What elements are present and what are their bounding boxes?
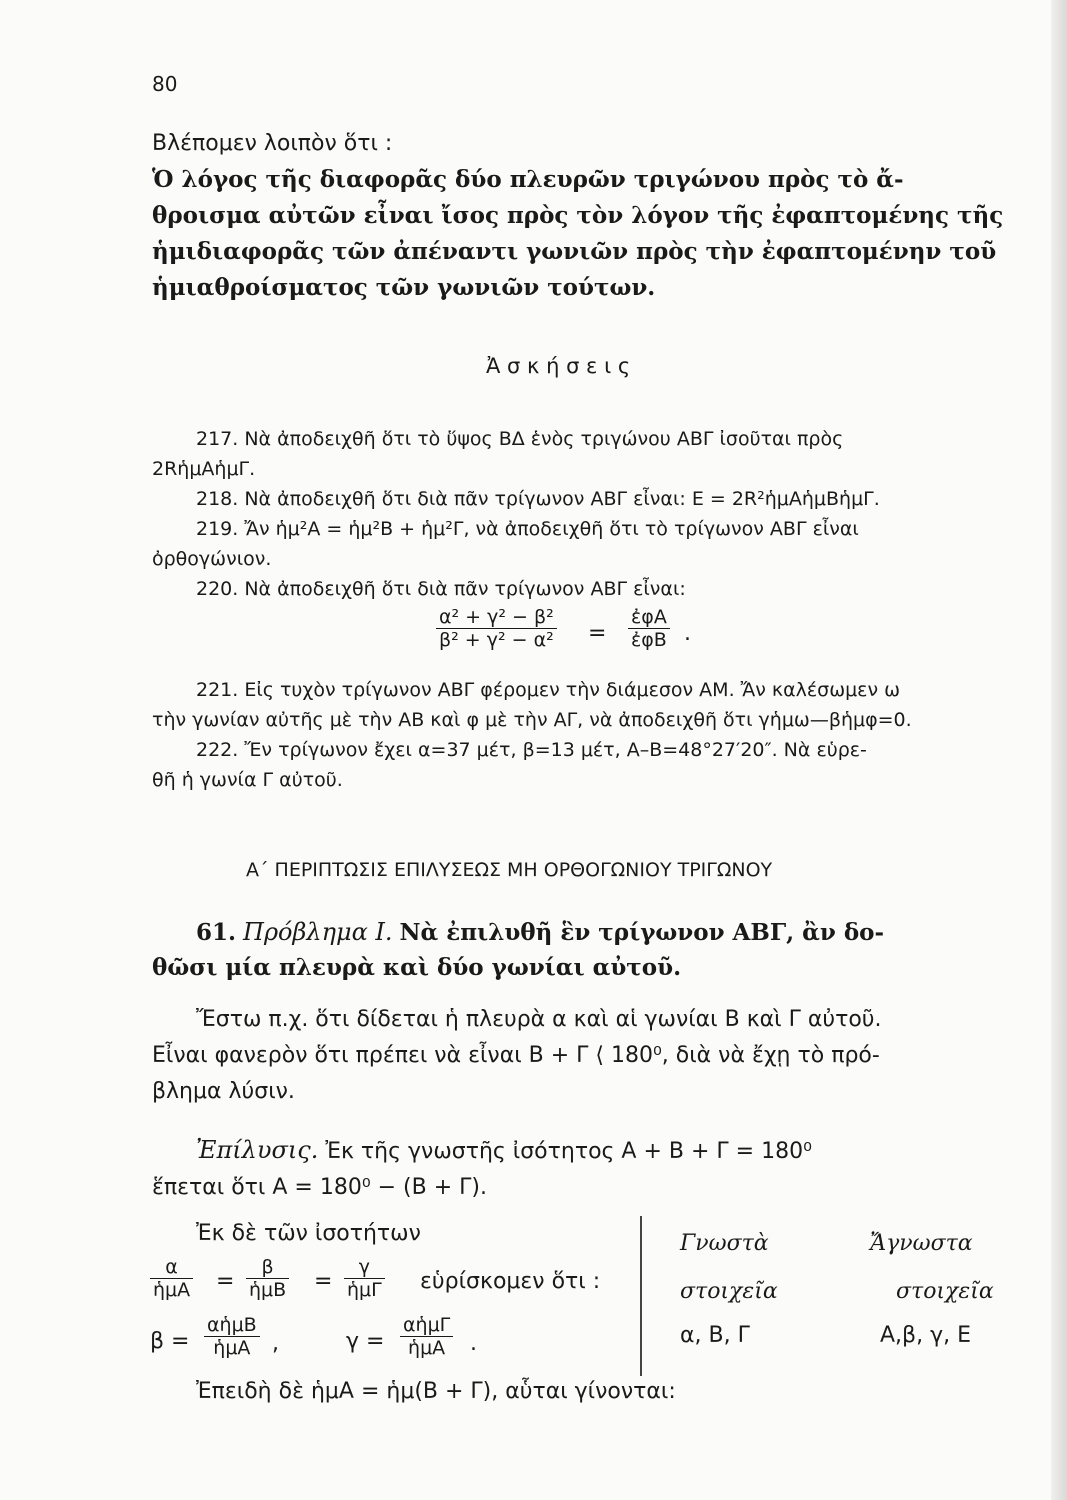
exercise-222-cont: θῆ ἡ γωνία Γ αὐτοῦ. — [152, 769, 343, 791]
exercise-220-lhs-fraction — [436, 606, 557, 651]
equals-sign: = — [588, 621, 607, 646]
since-line: Ἐπειδὴ δὲ ἡμΑ = ἡμ(Β + Γ), αὗται γίνονται: — [196, 1379, 676, 1404]
comma: , — [272, 1331, 279, 1356]
unknown-values: Α,β, γ, Ε — [880, 1323, 971, 1348]
fraction-denominator: ἡμΑ — [204, 1336, 260, 1359]
fraction-denominator: ἡμΒ — [246, 1278, 289, 1301]
fraction-c-over-sinC — [344, 1256, 385, 1301]
section-title: Α΄ ΠΕΡΙΠΤΩΣΙΣ ΕΠΙΛΥΣΕΩΣ ΜΗ ΟΡΘΟΓΩΝΙΟΥ ΤΡΙΓΩΝΟΥ — [246, 859, 773, 881]
problem-text-cont: θῶσι μία πλευρὰ καὶ δύο γωνίαι αὐτοῦ. — [152, 954, 682, 981]
equals-sign: = — [314, 1269, 333, 1294]
fraction-denominator: ἡμΑ — [400, 1336, 453, 1359]
fraction-denominator: ἐφΒ — [628, 628, 670, 651]
exercise-219-cont: ὀρθογώνιον. — [152, 548, 272, 570]
fraction-beta — [204, 1314, 260, 1359]
gamma-lhs: γ = — [346, 1329, 385, 1354]
body-paragraph: βλημα λύσιν. — [152, 1079, 295, 1104]
problem-label: Πρόβλημα Ι. — [243, 918, 393, 946]
exercise-217: 217. Νὰ ἀποδειχθῆ ὅτι τὸ ὕψος ΒΔ ἑνὸς τριγώνου ΑΒΓ ἰσοῦται πρὸς — [196, 428, 844, 450]
fraction-numerator: α² + γ² − β² — [439, 606, 554, 628]
from-equalities: Ἐκ δὲ τῶν ἰσοτήτων — [196, 1221, 421, 1246]
page-edge-shadow — [1051, 0, 1067, 1500]
equals-sign: = — [216, 1269, 235, 1294]
page-number: 80 — [152, 72, 178, 96]
fraction-b-over-sinB — [246, 1256, 289, 1301]
problem-text: Νὰ ἐπιλυθῆ ἓν τρίγωνον ΑΒΓ, ἂν δο- — [399, 919, 885, 946]
exercise-218: 218. Νὰ ἀποδειχθῆ ὅτι διὰ πᾶν τρίγωνον ΑΒΓ εἶναι: Ε = 2R²ἡμΑἡμΒἡμΓ. — [196, 488, 880, 510]
exercises-heading: Ἀ σ κ ή σ ε ι ς — [486, 354, 631, 378]
fraction-a-over-sinA — [150, 1256, 193, 1301]
fraction-denominator: ἡμΓ — [344, 1278, 385, 1301]
exercise-222: 222. Ἔν τρίγωνον ἔχει α=37 μέτ, β=13 μέτ, Α–Β=48°27′20″. Νὰ εὑρε- — [196, 739, 867, 761]
fraction-gamma — [400, 1314, 453, 1359]
exercise-220: 220. Νὰ ἀποδειχθῆ ὅτι διὰ πᾶν τρίγωνον ΑΒΓ εἶναι: — [196, 578, 686, 600]
fraction-numerator: αἡμΓ — [403, 1314, 451, 1336]
intro-line: Βλέπομεν λοιπὸν ὅτι : — [152, 131, 393, 156]
fraction-numerator: γ — [358, 1256, 370, 1278]
exercise-219: 219. Ἄν ἡμ²Α = ἡμ²Β + ἡμ²Γ, νὰ ἀποδειχθῆ ὅτι τὸ τρίγωνον ΑΒΓ εἶναι — [196, 518, 859, 540]
theorem-line: Ὁ λόγος τῆς διαφορᾶς δύο πλευρῶν τριγώνου πρὸς τὸ ἄ- — [152, 166, 904, 193]
exercise-220-rhs-fraction — [628, 606, 670, 651]
table-divider — [640, 1216, 642, 1376]
unknown-elements-label: στοιχεῖα — [896, 1279, 994, 1304]
unknown-header: Ἄγνωστα — [870, 1231, 973, 1256]
known-values: α, Β, Γ — [680, 1323, 750, 1348]
fraction-numerator: ἐφΑ — [631, 606, 667, 628]
fraction-denominator: β² + γ² − α² — [436, 628, 557, 651]
theorem-line: ἡμιαθροίσματος τῶν γωνιῶν τούτων. — [152, 274, 656, 301]
fraction-numerator: α — [165, 1256, 178, 1278]
problem-line-1 — [196, 918, 884, 948]
body-paragraph: Εἶναι φανερὸν ὅτι πρέπει νὰ εἶναι Β + Γ ⟨ 180⁰, διὰ νὰ ἔχῃ τὸ πρό- — [152, 1043, 880, 1068]
exercise-217-cont: 2RἡμΑἡμΓ. — [152, 458, 256, 480]
theorem-line: θροισμα αὐτῶν εἶναι ἴσος πρὸς τὸν λόγον τῆς ἐφαπτομένης τῆς — [152, 202, 1004, 229]
beta-lhs: β = — [150, 1329, 190, 1354]
fraction-numerator: αἡμΒ — [207, 1314, 257, 1336]
known-elements-label: στοιχεῖα — [680, 1279, 778, 1304]
theorem-line: ἡμιδιαφορᾶς τῶν ἀπέναντι γωνιῶν πρὸς τὴν ἐφαπτομένην τοῦ — [152, 238, 997, 265]
solution-text-cont: ἕπεται ὅτι Α = 180⁰ − (Β + Γ). — [152, 1175, 487, 1200]
fraction-denominator: ἡμΑ — [150, 1278, 193, 1301]
finds-text: εὑρίσκομεν ὅτι : — [420, 1269, 601, 1294]
known-header: Γνωστὰ — [680, 1231, 769, 1256]
period: . — [684, 621, 691, 646]
fraction-numerator: β — [261, 1256, 274, 1278]
exercise-221-cont: τὴν γωνίαν αὐτῆς μὲ τὴν ΑΒ καὶ φ μὲ τὴν ΑΓ, νὰ ἀποδειχθῆ ὅτι γἡμω—βἡμφ=0. — [152, 709, 912, 731]
period: . — [470, 1331, 477, 1356]
exercise-221: 221. Εἰς τυχὸν τρίγωνον ΑΒΓ φέρομεν τὴν διάμεσον ΑΜ. Ἄν καλέσωμεν ω — [196, 679, 901, 701]
solution-line — [196, 1136, 812, 1166]
solution-text: Ἐκ τῆς γνωστῆς ἰσότητος Α + Β + Γ = 180⁰ — [325, 1139, 812, 1164]
problem-number: 61. — [196, 919, 237, 946]
body-paragraph: Ἔστω π.χ. ὅτι δίδεται ἡ πλευρὰ α καὶ αἱ γωνίαι Β καὶ Γ αὐτοῦ. — [196, 1007, 882, 1032]
solution-label: Ἐπίλυσις. — [196, 1136, 319, 1164]
